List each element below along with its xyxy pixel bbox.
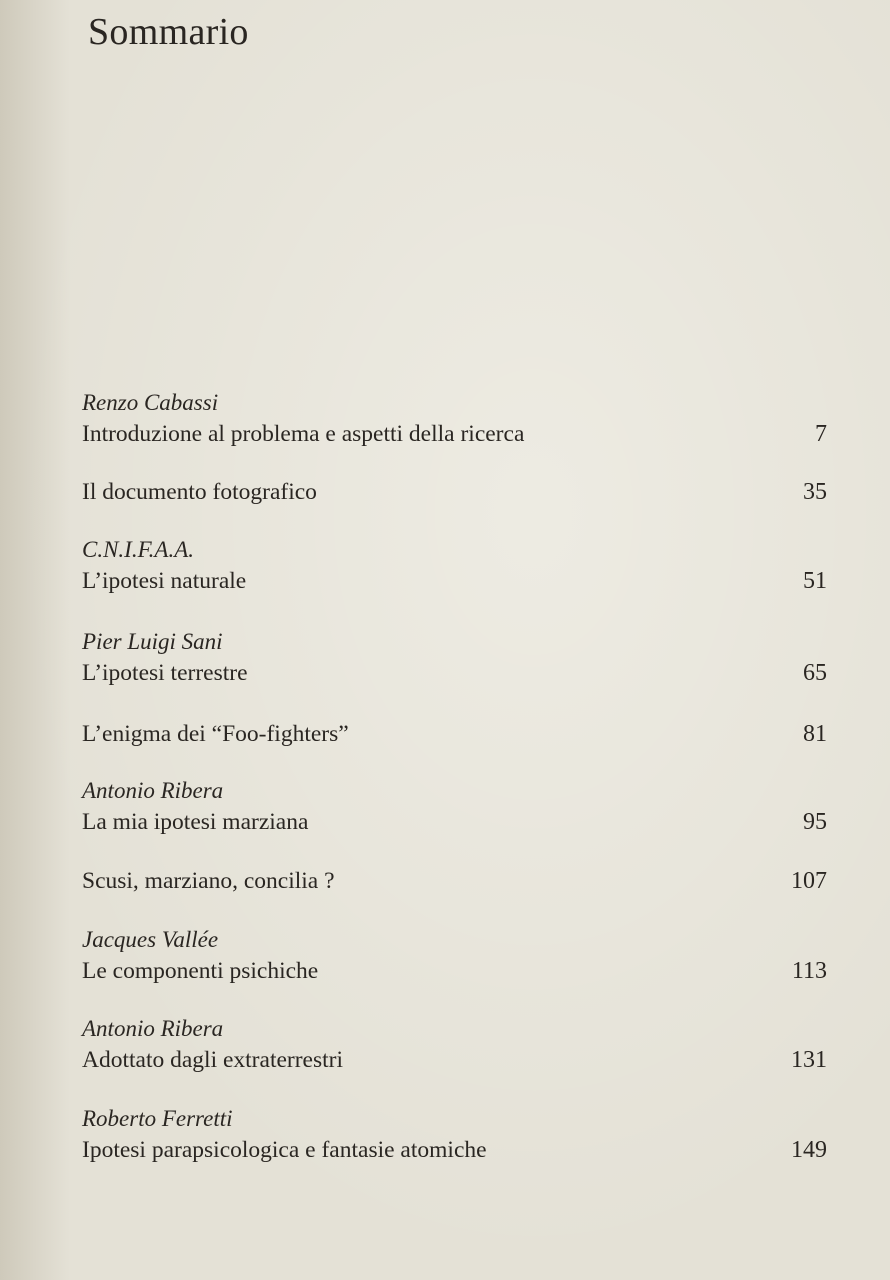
toc-entry (82, 476, 827, 509)
toc-entry (82, 388, 827, 451)
entry-page-number: 95 (803, 809, 827, 835)
entry-title: L’ipotesi terrestre (82, 660, 248, 686)
entry-row (82, 476, 827, 509)
entry-title: L’enigma dei “Foo-fighters” (82, 721, 349, 747)
entry-page-number: 107 (791, 868, 827, 894)
entry-title: Le componenti psichiche (82, 958, 319, 984)
entry-title: Ipotesi parapsicologica e fantasie atomiche (82, 1137, 487, 1163)
toc-entry (82, 776, 827, 839)
table-of-contents (82, 388, 827, 1167)
toc-entry (82, 718, 827, 751)
entry-row (82, 1044, 827, 1077)
entry-author: Renzo Cabassi (82, 390, 219, 415)
entry-title: La mia ipotesi marziana (82, 809, 309, 835)
entry-page-number: 65 (803, 660, 827, 686)
entry-author: Antonio Ribera (82, 1016, 224, 1041)
entry-author: Jacques Vallée (82, 927, 219, 952)
entry-page-number: 35 (803, 479, 827, 505)
entry-page-number: 149 (791, 1137, 827, 1163)
entry-row (82, 565, 827, 598)
toc-entry (82, 1014, 827, 1077)
entry-row (82, 1134, 827, 1167)
entry-row (82, 657, 827, 690)
entry-title: L’ipotesi naturale (82, 568, 247, 594)
entry-row (82, 718, 827, 751)
entry-title: Introduzione al problema e aspetti della ricerca (82, 421, 525, 447)
entry-author: Roberto Ferretti (82, 1106, 233, 1131)
entry-page-number: 7 (815, 421, 827, 447)
entry-author: Pier Luigi Sani (82, 629, 223, 654)
entry-row (82, 865, 827, 898)
entry-page-number: 131 (791, 1047, 827, 1073)
toc-entry (82, 627, 827, 690)
entry-title: Adottato dagli extraterrestri (82, 1047, 344, 1073)
entry-title: Il documento fotografico (82, 479, 317, 505)
entry-page-number: 51 (803, 568, 827, 594)
toc-entry (82, 865, 827, 898)
entry-page-number: 113 (791, 958, 827, 984)
entry-row (82, 955, 827, 988)
toc-entry (82, 535, 827, 598)
entry-page-number: 81 (803, 721, 827, 747)
entry-author: C.N.I.F.A.A. (82, 537, 195, 562)
page-title: Sommario (88, 11, 249, 53)
entry-title: Scusi, marziano, concilia ? (82, 868, 335, 894)
toc-entry (82, 925, 827, 988)
entry-row (82, 806, 827, 839)
toc-entry (82, 1104, 827, 1167)
entry-author: Antonio Ribera (82, 778, 224, 803)
entry-row (82, 418, 827, 451)
